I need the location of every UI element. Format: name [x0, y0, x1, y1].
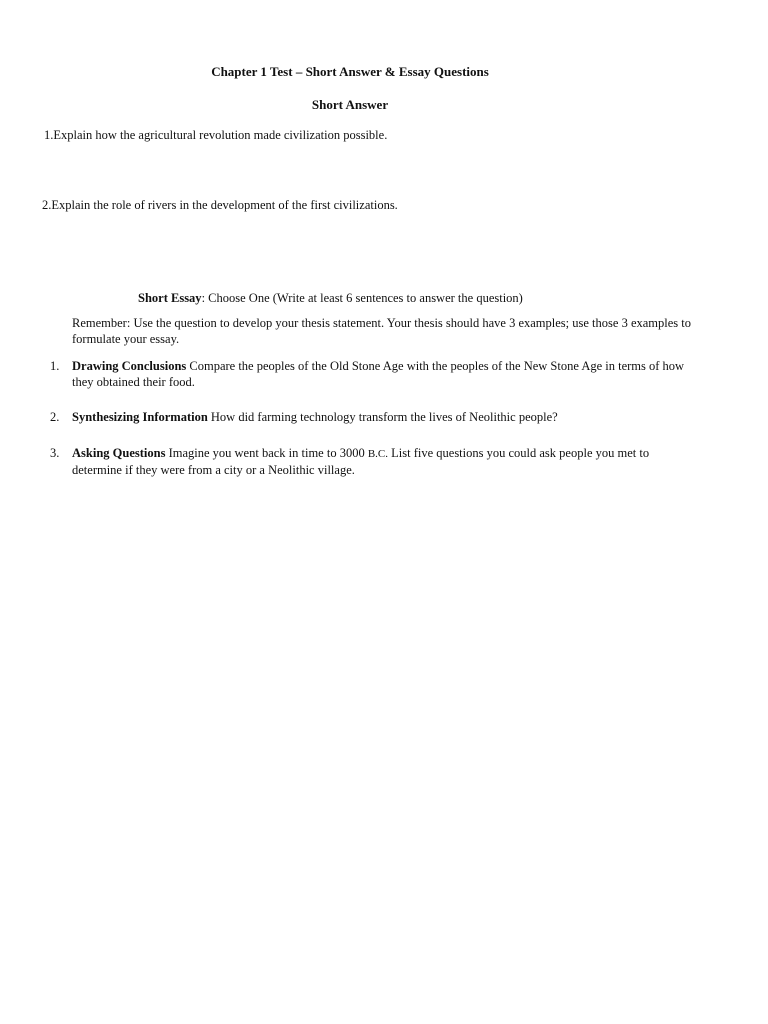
essay-question-body: [72, 358, 687, 390]
essay-question-number: 3.: [50, 446, 60, 460]
essay-question-era: B.C.: [367, 448, 389, 460]
essay-question-text: Compare the peoples of the Old Stone Age with the peoples of the New Stone Age in terms of how they obtained their food.: [72, 359, 685, 389]
short-answer-question-2: 2.Explain the role of rivers in the development of the first civilizations.: [42, 198, 398, 212]
short-answer-question-1: 1.Explain how the agricultural revolution made civilization possible.: [44, 128, 388, 142]
essay-question-prompt: Synthesizing Information: [72, 410, 208, 424]
essay-question-body: [72, 409, 687, 425]
essay-reminder: Remember: Use the question to develop your thesis statement. Your thesis should have 3 examples; use those 3 examples to formulate your essay.: [72, 316, 691, 346]
essay-question-body: [72, 445, 687, 478]
short-answer-heading: Short Answer: [311, 97, 389, 112]
short-essay-instruction: : Choose One (Write at least 6 sentences to answer the question): [201, 291, 523, 305]
essay-question-text-before: Imagine you went back in time to 3000: [165, 446, 368, 460]
short-essay-intro: [138, 291, 738, 306]
essay-question-text-after: List five questions you could ask people you met to determine if they were from a city or a Neolithic village.: [72, 446, 650, 477]
essay-question-prompt: Drawing Conclusions: [72, 359, 187, 373]
essay-question-number: 2.: [50, 410, 60, 424]
page-title: Chapter 1 Test – Short Answer & Essay Questions: [211, 64, 489, 79]
essay-question-number: 1.: [50, 359, 60, 373]
essay-question-text: How did farming technology transform the lives of Neolithic people?: [207, 410, 558, 424]
short-essay-label: Short Essay: [138, 291, 202, 305]
essay-question-prompt: Asking Questions: [72, 446, 166, 460]
